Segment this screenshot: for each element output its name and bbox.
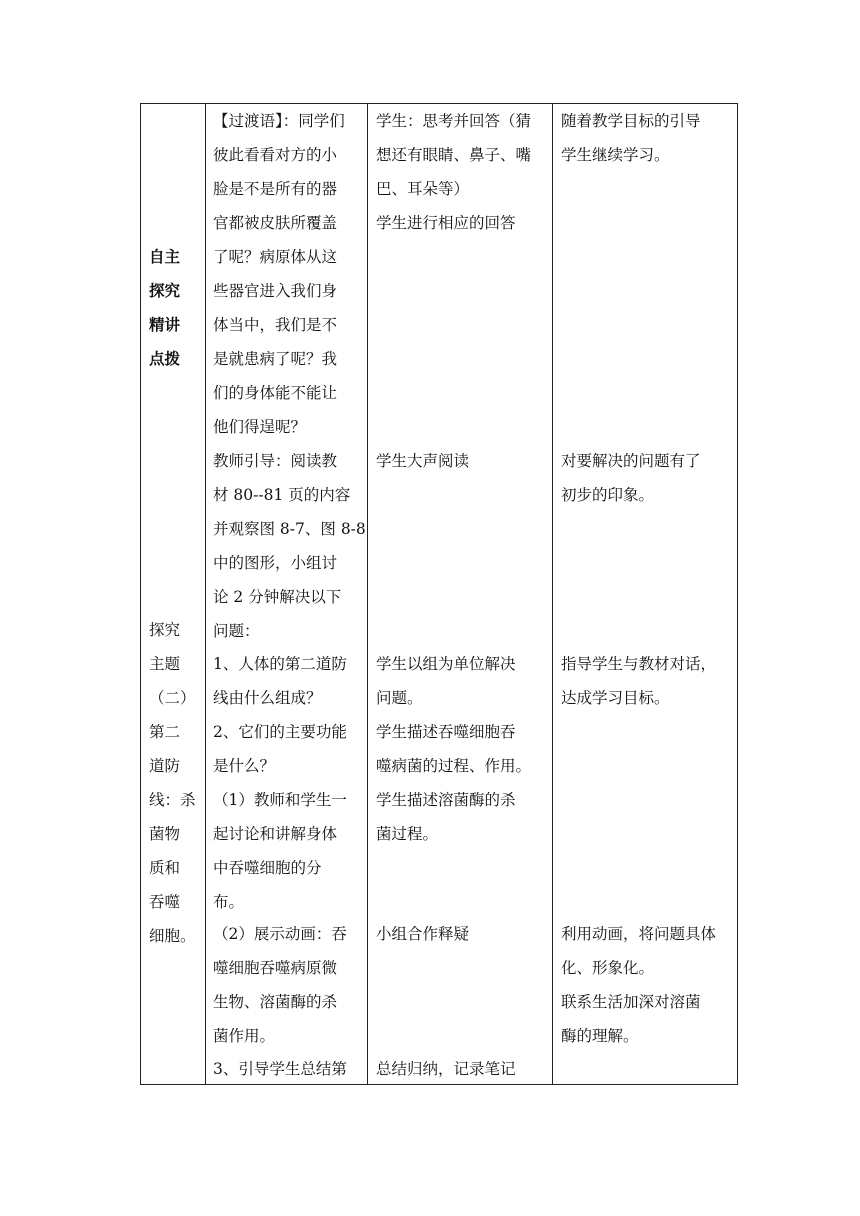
text-line: 学生继续学习。: [561, 146, 670, 164]
text-line: 是就患病了呢？我: [213, 350, 338, 368]
text-line: 彼此看看对方的小: [213, 146, 338, 164]
animation-text: [213, 917, 363, 1053]
text-line: 化、形象化。: [561, 959, 655, 977]
text-line: 吞噬: [149, 893, 181, 911]
text-line: 脸是不是所有的器: [213, 180, 338, 198]
text-line: 巴、耳朵等）: [376, 180, 470, 198]
text-line: 对要解决的问题有了: [561, 452, 701, 470]
text-line: 们的身体能不能让: [213, 384, 338, 402]
text-line: 【过渡语】：同学们: [213, 112, 345, 130]
summary-notes-text: [376, 1052, 546, 1086]
text-line: 噬病菌的过程、作用。: [376, 757, 532, 775]
text-line: 菌过程。: [376, 825, 439, 843]
text-line: 学生：思考并回答（猜: [376, 112, 532, 130]
text-line: 教师引导：阅读教: [213, 452, 338, 470]
text-line: 菌物: [149, 825, 181, 843]
text-line: 小组合作释疑: [376, 925, 470, 943]
text-line: 3、引导学生总结第: [213, 1060, 347, 1078]
text-line: 材 80--81 页的内容: [213, 486, 351, 504]
text-line: 初步的印象。: [561, 486, 655, 504]
text-line: 问题。: [376, 689, 423, 707]
design-intent-1: [561, 104, 733, 172]
text-line: 了呢？病原体从这: [213, 248, 338, 266]
text-line: 起讨论和讲解身体: [213, 825, 338, 843]
section-title-self-study: [149, 240, 201, 376]
text-line: 体当中，我们是不: [213, 316, 338, 334]
text-line: 指导学生与教材对话，: [561, 655, 717, 673]
text-line: 探究: [149, 281, 181, 300]
text-line: 论 2 分钟解决以下: [213, 588, 342, 606]
text-line: 线由什么组成？: [213, 689, 322, 707]
text-line: 道防: [149, 757, 181, 775]
text-line: 他们得逞呢？: [213, 418, 307, 436]
text-line: 官都被皮肤所覆盖: [213, 214, 338, 232]
text-line: （1）教师和学生一: [213, 791, 347, 809]
text-line: 酶的理解。: [561, 1027, 639, 1045]
text-line: 1、人体的第二道防: [213, 655, 347, 673]
text-line: 主题: [149, 655, 181, 673]
text-line: 2、它们的主要功能: [213, 723, 347, 741]
lesson-plan-table: [140, 103, 738, 1085]
text-line: 质和: [149, 859, 181, 877]
text-line: 总结归纳，记录笔记: [376, 1060, 516, 1078]
teacher-guide-text: [213, 444, 366, 648]
text-line: （2）展示动画：吞: [213, 925, 347, 943]
text-line: 想还有眼睛、鼻子、嘴: [376, 146, 532, 164]
text-line: 点拨: [149, 349, 181, 368]
student-answer-text: [376, 104, 546, 240]
questions-text: [213, 647, 363, 919]
text-line: 中吞噬细胞的分: [213, 859, 322, 877]
text-line: 达成学习目标。: [561, 689, 670, 707]
text-line: 探究: [149, 621, 181, 639]
text-line: 布。: [213, 893, 245, 911]
column-divider: [205, 104, 206, 1084]
text-line: 中的图形，小组讨: [213, 554, 338, 572]
text-line: 精讲: [149, 315, 181, 334]
text-line: 随着教学目标的引导: [561, 112, 701, 130]
section-title-topic-two: [149, 613, 201, 953]
text-line: 第二: [149, 723, 181, 741]
text-line: （二）: [149, 689, 196, 707]
group-cooperation-text: [376, 917, 546, 951]
column-divider: [367, 104, 368, 1084]
text-line: 些器官进入我们身: [213, 282, 338, 300]
column-divider: [552, 104, 553, 1084]
text-line: 学生大声阅读: [376, 452, 470, 470]
text-line: 学生描述吞噬细胞吞: [376, 723, 516, 741]
text-line: 线：杀: [149, 791, 196, 809]
text-line: 学生以组为单位解决: [376, 655, 516, 673]
student-reading-text: [376, 444, 546, 478]
text-line: 生物、溶菌酶的杀: [213, 993, 338, 1011]
summary-guide-text: [213, 1052, 363, 1086]
text-line: 学生描述溶菌酶的杀: [376, 791, 516, 809]
text-line: 菌作用。: [213, 1027, 276, 1045]
text-line: 联系生活加深对溶菌: [561, 993, 701, 1011]
text-line: 利用动画，将问题具体: [561, 925, 717, 943]
design-intent-3: [561, 647, 733, 715]
text-line: 并观察图 8-7、图 8-8: [213, 520, 366, 538]
text-line: 学生进行相应的回答: [376, 214, 516, 232]
text-line: 是什么？: [213, 757, 276, 775]
teacher-transition-text: [213, 104, 363, 444]
text-line: 噬细胞吞噬病原微: [213, 959, 338, 977]
text-line: 问题：: [213, 622, 260, 640]
text-line: 细胞。: [149, 927, 196, 945]
text-line: 自主: [149, 247, 181, 266]
design-intent-2: [561, 444, 733, 512]
student-group-text: [376, 647, 546, 851]
design-intent-4: [561, 917, 733, 1053]
